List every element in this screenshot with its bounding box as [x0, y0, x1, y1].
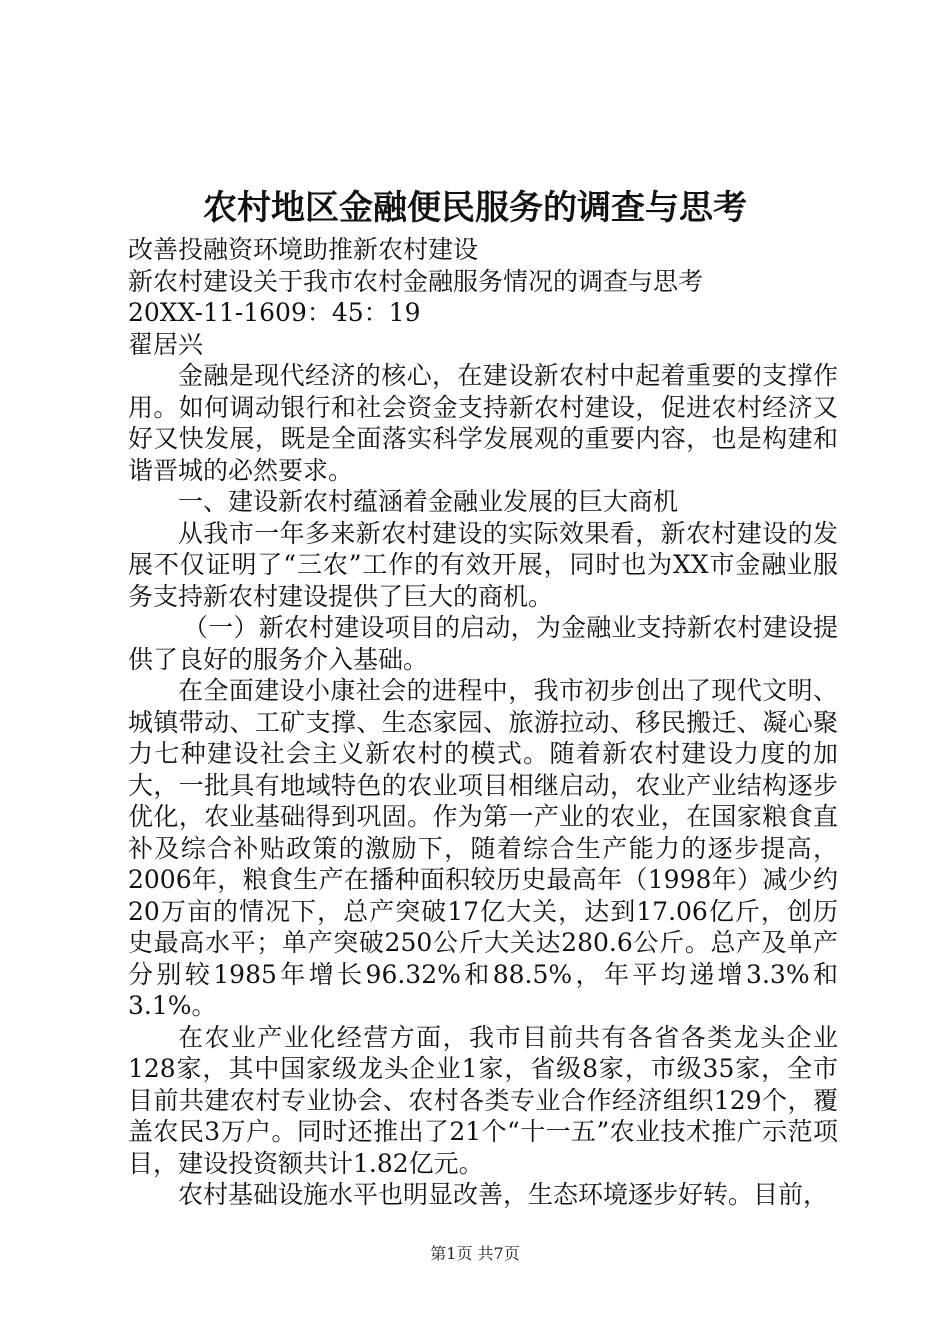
subtitle-line: 新农村建设关于我市农村金融服务情况的调查与思考	[128, 266, 704, 296]
subtitle-line: 改善投融资环境助推新农村建设	[128, 235, 479, 264]
paragraph: 金融是现代经济的核心，在建设新农村中起着重要的支撑作用。如何调动银行和社会资金支持新农村建设，促进农村经济又好又快发展，既是全面落实科学发展观的重要内容，也是构建和谐晋城的必然要求。	[128, 361, 838, 485]
subsection-heading: （一）新农村建设项目的启动，为金融业支持新农村建设提供了良好的服务介入基础。	[128, 613, 838, 674]
page-number-footer: 第1页 共7页	[430, 1244, 520, 1263]
author-line: 翟居兴	[128, 329, 204, 359]
paragraph: 在全面建设小康社会的进程中，我市初步创出了现代文明、城镇带动、工矿支撑、生态家园、旅游拉动、移民搬迁、凝心聚力七种建设社会主义新农村的模式。随着新农村建设力度的加大，一批具有地域特色的农业项目相继启动，农业产业结构逐步优化，农业基础得到巩固。作为第一产业的农业，在国家粮食直补及综合补贴政策的激励下，随着综合生产能力的逐步提高，2006年，粮食生产在播种面积较历史最高年（1998年）减少约20万亩的情况下，总产突破17亿大关，达到17.06亿斤，创历史最高水平；单产突破250公斤大关达280.6公斤。总产及单产分别较1985年增长96.32%和88.5%，年平均递增3.3%和3.1%。	[128, 676, 838, 1020]
document-title: 农村地区金融便民服务的调查与思考	[203, 188, 747, 228]
paragraph: 在农业产业化经营方面，我市目前共有各省各类龙头企业128家，其中国家级龙头企业1家，省级8家，市级35家，全市目前共建农村专业协会、农村各类专业合作经济组织129个，覆盖农民3万户。同时还推出了21个“十一五”农业技术推广示范项目，建设投资额共计1.82亿元。	[128, 1022, 838, 1178]
paragraph: 从我市一年多来新农村建设的实际效果看，新农村建设的发展不仅证明了“三农”工作的有效开展，同时也为XX市金融业服务支持新农村建设提供了巨大的商机。	[128, 518, 838, 611]
paragraph: 农村基础设施水平也明显改善，生态环境逐步好转。目前，	[178, 1180, 829, 1209]
section-heading: 一、建设新农村蕴涵着金融业发展的巨大商机	[178, 487, 679, 516]
date-line: 20XX-11-1609：45：19	[128, 298, 421, 327]
document-body	[128, 234, 838, 1211]
